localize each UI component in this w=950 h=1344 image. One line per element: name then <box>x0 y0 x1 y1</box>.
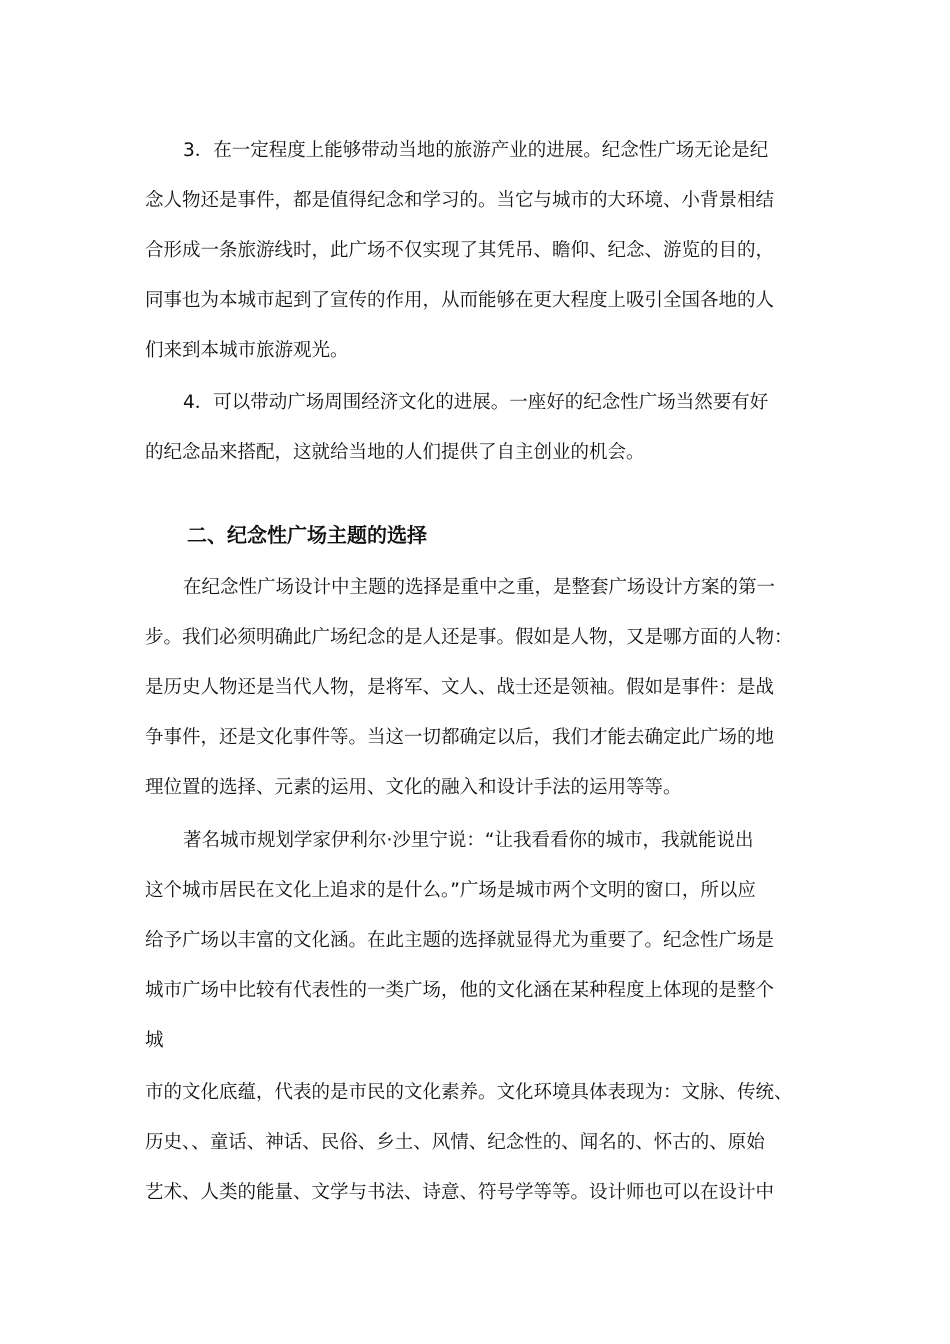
paragraph-3-line-5: 们来到本城市旅游观光。 <box>145 340 349 361</box>
paragraph-quote-line-1: 著名城市规划学家伊利尔·沙里宁说：“让我看看你的城市，我就能说出 <box>183 830 754 851</box>
paragraph-culture-line-1: 市的文化底蕴，代表的是市民的文化素养。文化环境具体表现为：文脉、传统、 <box>145 1082 793 1103</box>
paragraph-quote-line-2: 这个城市居民在文化上追求的是什么。”广场是城市两个文明的窗口，所以应 <box>145 880 756 901</box>
paragraph-4-line-1: 4．可以带动广场周围经济文化的进展。一座好的纪念性广场当然要有好 <box>183 392 769 413</box>
paragraph-culture-line-3: 艺术、人类的能量、文学与书法、诗意、符号学等等。设计师也可以在设计中 <box>145 1182 775 1203</box>
paragraph-3-line-4: 同事也为本城市起到了宣传的作用，从而能够在更大程度上吸引全国各地的人 <box>145 290 775 311</box>
paragraph-quote-line-5: 城 <box>145 1030 164 1051</box>
paragraph-3-line-2: 念人物还是事件，都是值得纪念和学习的。当它与城市的大环境、小背景相结 <box>145 190 775 211</box>
paragraph-theme-line-3: 是历史人物还是当代人物，是将军、文人、战士还是领袖。假如是事件：是战 <box>145 677 775 698</box>
section-heading: 二、纪念性广场主题的选择 <box>187 523 427 547</box>
paragraph-culture-line-2: 历史、、童话、神话、民俗、乡土、风情、纪念性的、闻名的、怀古的、原始 <box>145 1132 765 1153</box>
paragraph-theme-line-4: 争事件，还是文化事件等。当这一切都确定以后，我们才能去确定此广场的地 <box>145 727 775 748</box>
paragraph-theme-line-1: 在纪念性广场设计中主题的选择是重中之重，是整套广场设计方案的第一 <box>183 577 776 598</box>
paragraph-3-line-1: 3．在一定程度上能够带动当地的旅游产业的进展。纪念性广场无论是纪 <box>183 140 769 161</box>
paragraph-quote-line-3: 给予广场以丰富的文化涵。在此主题的选择就显得尤为重要了。纪念性广场是 <box>145 930 775 951</box>
paragraph-4-line-2: 的纪念品来搭配，这就给当地的人们提供了自主创业的机会。 <box>145 442 645 463</box>
paragraph-theme-line-2: 步。我们必须明确此广场纪念的是人还是事。假如是人物，又是哪方面的人物： <box>145 627 793 648</box>
paragraph-theme-line-5: 理位置的选择、元素的运用、文化的融入和设计手法的运用等等。 <box>145 777 682 798</box>
paragraph-quote-line-4: 城市广场中比较有代表性的一类广场，他的文化涵在某种程度上体现的是整个 <box>145 980 775 1001</box>
paragraph-3-line-3: 合形成一条旅游线时，此广场不仅实现了其凭吊、瞻仰、纪念、游览的目的， <box>145 240 775 261</box>
